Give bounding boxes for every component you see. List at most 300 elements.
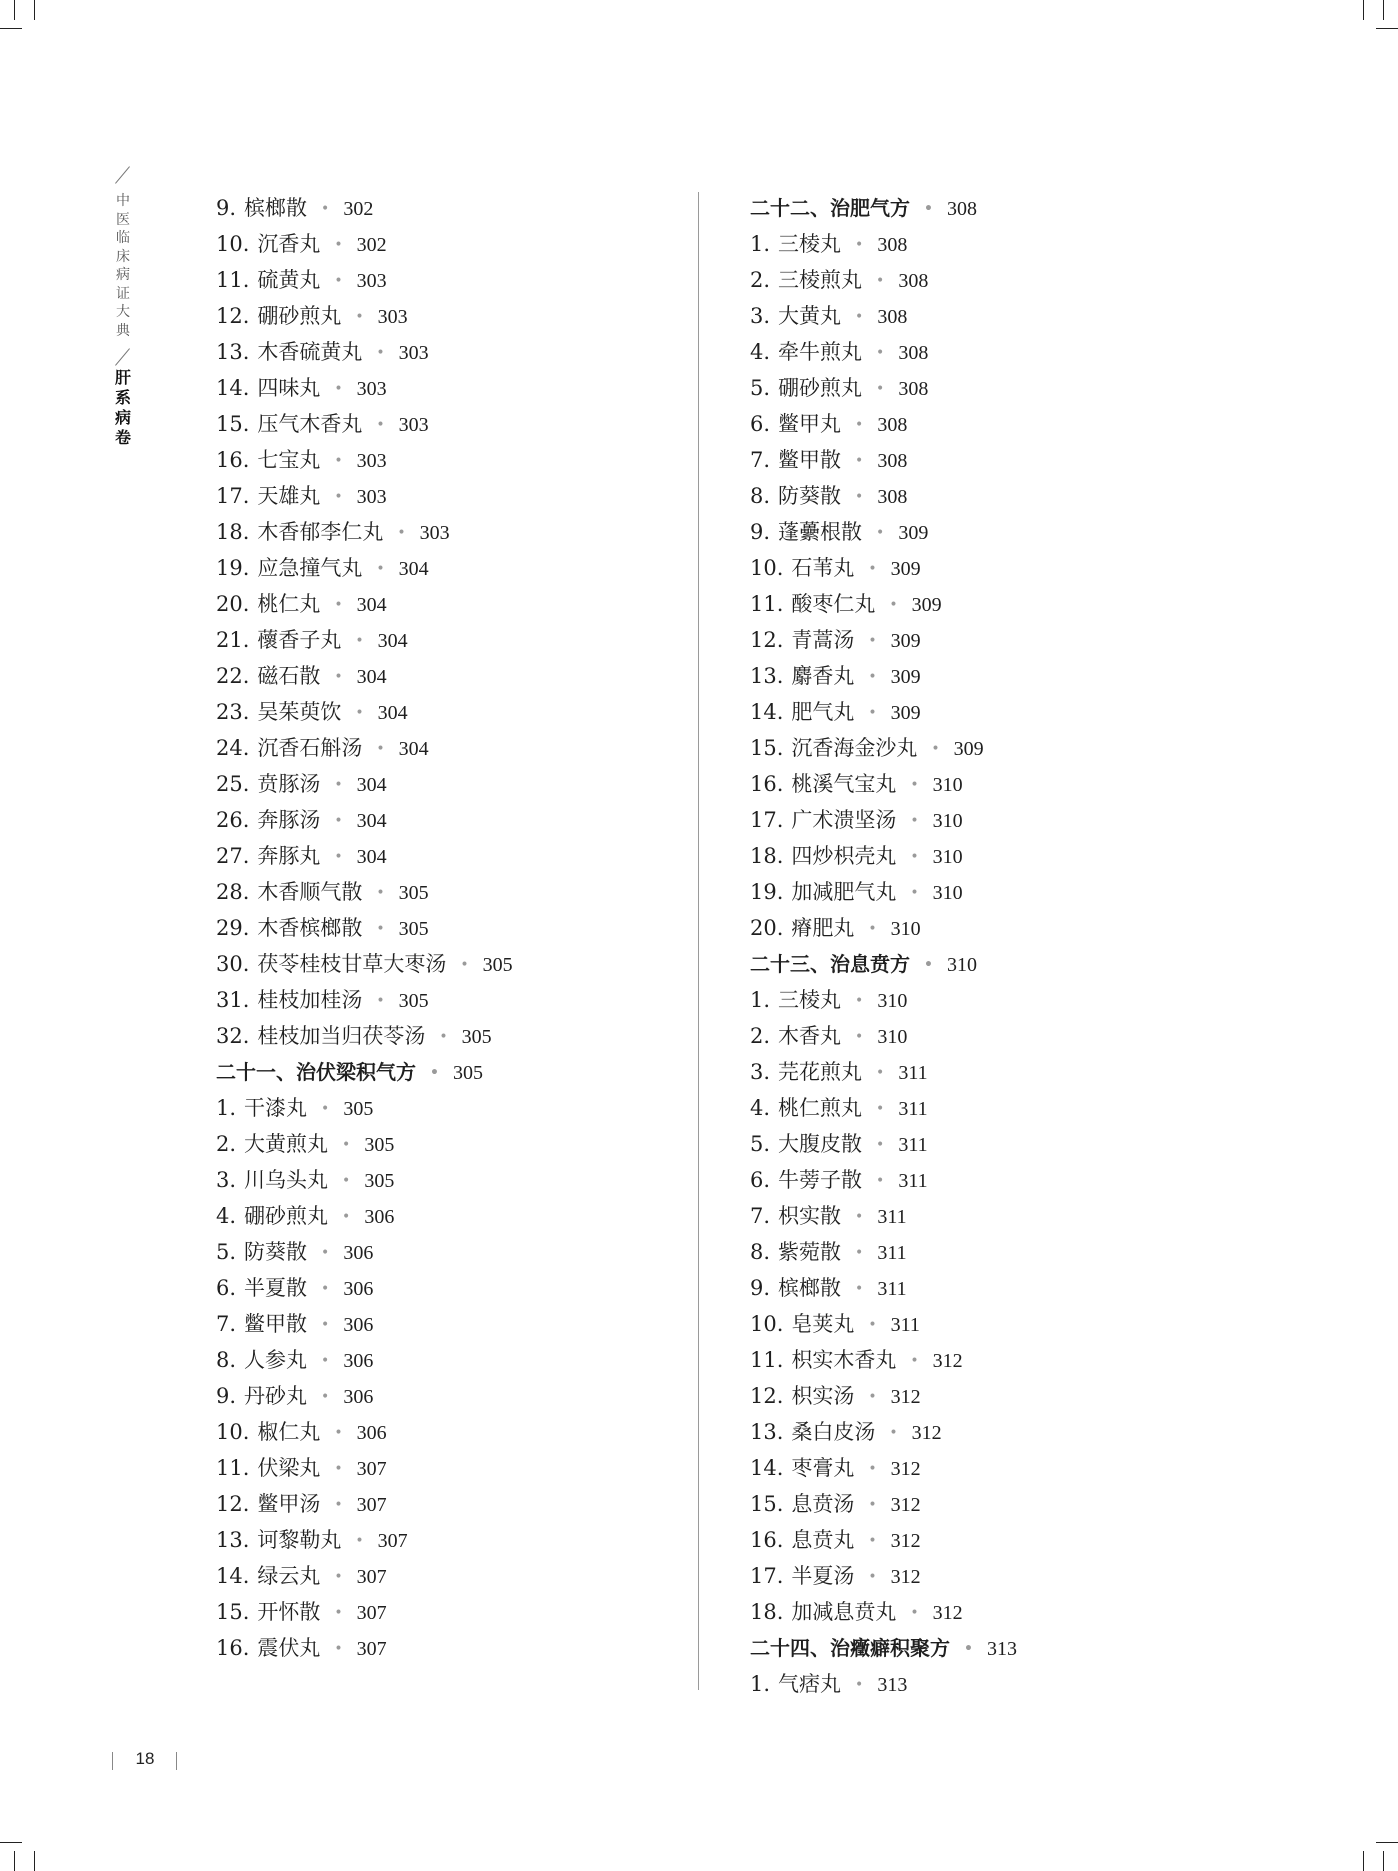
leader-dot: • — [321, 1245, 330, 1261]
formula-name: 牵牛煎丸 — [778, 340, 863, 364]
entry-number: 13. — [750, 664, 784, 688]
page-ref: 310 — [877, 990, 908, 1012]
page-ref: 311 — [898, 1098, 928, 1120]
toc-section-heading — [750, 946, 1017, 982]
page-ref: 305 — [364, 1170, 395, 1192]
formula-name: 茯苓桂枝甘草大枣汤 — [257, 952, 447, 976]
leader-dot: • — [376, 921, 385, 937]
entry-number: 7. — [750, 448, 771, 472]
leader-dot: • — [334, 1497, 343, 1513]
entry-number: 18. — [750, 1600, 784, 1624]
entry-number: 11. — [750, 592, 784, 616]
leader-dot: • — [855, 417, 864, 433]
page-ref: 304 — [377, 630, 408, 652]
leader-dot: • — [868, 1461, 877, 1477]
crop-mark — [1376, 28, 1398, 29]
leader-dot: • — [910, 849, 919, 865]
entry-number: 27. — [216, 844, 250, 868]
section-title: 二十三、治息贲方 — [750, 952, 910, 976]
leader-dot: • — [855, 1677, 864, 1693]
formula-name: 息贲汤 — [791, 1492, 855, 1516]
toc-entry — [750, 298, 1017, 334]
page-ref: 304 — [377, 702, 408, 724]
toc-column-right — [750, 190, 1017, 1702]
page-ref: 312 — [890, 1530, 921, 1552]
entry-number: 9. — [750, 520, 771, 544]
formula-name: 芫花煎丸 — [778, 1060, 863, 1084]
page-ref: 311 — [898, 1134, 928, 1156]
series-title — [112, 192, 134, 340]
leader-dot: • — [855, 309, 864, 325]
leader-dot: • — [334, 597, 343, 613]
page-ref: 305 — [482, 954, 513, 976]
toc-entry — [750, 1270, 1017, 1306]
toc-entry — [216, 190, 513, 226]
formula-name: 磁石散 — [257, 664, 321, 688]
page-number: 18 — [135, 1749, 155, 1768]
page-ref: 307 — [356, 1494, 387, 1516]
entry-number: 19. — [216, 556, 250, 580]
toc-column-left — [216, 190, 513, 1666]
footer-bar — [176, 1752, 177, 1770]
leader-dot: • — [868, 1533, 877, 1549]
page-ref: 306 — [364, 1206, 395, 1228]
formula-name: 桂枝加当归茯苓汤 — [257, 1024, 426, 1048]
formula-name: 加减肥气丸 — [791, 880, 897, 904]
toc-entry — [216, 406, 513, 442]
entry-number: 11. — [216, 1456, 250, 1480]
toc-entry — [216, 442, 513, 478]
formula-name: 广术溃坚汤 — [791, 808, 897, 832]
formula-name: 七宝丸 — [257, 448, 321, 472]
crop-mark — [1383, 1851, 1384, 1871]
leader-dot: • — [334, 813, 343, 829]
entry-number: 3. — [750, 1060, 771, 1084]
formula-name: 鳖甲散 — [244, 1312, 308, 1336]
toc-entry — [750, 1126, 1017, 1162]
entry-number: 2. — [216, 1132, 237, 1156]
page-ref: 308 — [898, 342, 929, 364]
volume-char: 系 — [114, 388, 131, 407]
page-ref: 305 — [398, 882, 429, 904]
page-ref: 311 — [898, 1170, 928, 1192]
entry-number: 4. — [750, 340, 771, 364]
toc-entry — [750, 478, 1017, 514]
entry-number: 22. — [216, 664, 250, 688]
toc-entry — [750, 982, 1017, 1018]
toc-entry — [750, 1594, 1017, 1630]
formula-name: 压气木香丸 — [257, 412, 363, 436]
leader-dot: • — [321, 1317, 330, 1333]
leader-dot: • — [855, 1209, 864, 1225]
page-ref: 307 — [356, 1638, 387, 1660]
page-ref: 304 — [398, 738, 429, 760]
toc-entry — [216, 1378, 513, 1414]
entry-number: 9. — [216, 1384, 237, 1408]
toc-entry — [216, 1018, 513, 1054]
formula-name: 鳖甲散 — [778, 448, 842, 472]
formula-name: 木香硫黄丸 — [257, 340, 363, 364]
page-ref: 309 — [911, 594, 942, 616]
toc-entry — [750, 874, 1017, 910]
crop-mark — [1363, 1851, 1364, 1871]
page-ref: 303 — [356, 378, 387, 400]
toc-entry — [750, 1234, 1017, 1270]
formula-name: 蓬虆根散 — [778, 520, 863, 544]
leader-dot: • — [855, 993, 864, 1009]
page-ref: 308 — [946, 198, 977, 220]
toc-entry — [216, 766, 513, 802]
formula-name: 槟榔散 — [778, 1276, 842, 1300]
entry-number: 2. — [750, 268, 771, 292]
entry-number: 1. — [750, 232, 771, 256]
entry-number: 19. — [750, 880, 784, 904]
leader-dot: • — [334, 453, 343, 469]
toc-entry — [216, 226, 513, 262]
formula-name: 开怀散 — [257, 1600, 321, 1624]
entry-number: 26. — [216, 808, 250, 832]
formula-name: 奔豚汤 — [257, 808, 321, 832]
toc-entry — [750, 334, 1017, 370]
leader-dot: • — [889, 597, 898, 613]
formula-name: 桃仁丸 — [257, 592, 321, 616]
page-ref: 308 — [877, 450, 908, 472]
leader-dot: • — [334, 1461, 343, 1477]
page-ref: 304 — [356, 594, 387, 616]
leader-dot: • — [376, 993, 385, 1009]
entry-number: 5. — [750, 376, 771, 400]
formula-name: 半夏散 — [244, 1276, 308, 1300]
series-char: 病 — [116, 267, 130, 283]
formula-name: 奔豚丸 — [257, 844, 321, 868]
formula-name: 石苇丸 — [791, 556, 855, 580]
entry-number: 13. — [750, 1420, 784, 1444]
toc-entry — [216, 1414, 513, 1450]
entry-number: 5. — [750, 1132, 771, 1156]
sidebar-slash — [115, 166, 130, 183]
toc-entry — [750, 550, 1017, 586]
entry-number: 9. — [750, 1276, 771, 1300]
toc-section-heading — [750, 190, 1017, 226]
page-ref: 303 — [356, 270, 387, 292]
entry-number: 10. — [216, 232, 250, 256]
section-title: 二十一、治伏梁积气方 — [216, 1060, 416, 1084]
toc-entry — [216, 658, 513, 694]
toc-entry — [216, 1522, 513, 1558]
toc-entry — [216, 1342, 513, 1378]
page-ref: 304 — [356, 810, 387, 832]
leader-dot: • — [355, 309, 364, 325]
entry-number: 18. — [216, 520, 250, 544]
formula-name: 硼砂煎丸 — [257, 304, 342, 328]
formula-name: 硼砂煎丸 — [244, 1204, 329, 1228]
formula-name: 半夏汤 — [791, 1564, 855, 1588]
entry-number: 10. — [750, 556, 784, 580]
page-ref: 307 — [356, 1602, 387, 1624]
toc-entry — [216, 262, 513, 298]
formula-name: 鳖甲丸 — [778, 412, 842, 436]
series-char: 证 — [116, 285, 130, 302]
formula-name: 川乌头丸 — [244, 1168, 329, 1192]
crop-mark — [14, 1851, 15, 1871]
formula-name: 沉香海金沙丸 — [791, 736, 918, 760]
entry-number: 9. — [216, 196, 237, 220]
leader-dot: • — [876, 273, 885, 289]
page-ref: 309 — [890, 630, 921, 652]
crop-mark — [0, 28, 22, 29]
leader-dot: • — [876, 381, 885, 397]
page-ref: 310 — [932, 846, 963, 868]
page-ref: 312 — [890, 1566, 921, 1588]
entry-number: 6. — [216, 1276, 237, 1300]
entry-number: 12. — [216, 1492, 250, 1516]
entry-number: 3. — [750, 304, 771, 328]
leader-dot: • — [855, 1029, 864, 1045]
page-ref: 309 — [890, 666, 921, 688]
leader-dot: • — [855, 1281, 864, 1297]
page-ref: 311 — [877, 1242, 907, 1264]
toc-entry — [216, 838, 513, 874]
leader-dot: • — [355, 633, 364, 649]
leader-dot: • — [342, 1173, 351, 1189]
formula-name: 槟榔散 — [244, 196, 308, 220]
leader-dot: • — [334, 273, 343, 289]
formula-name: 天雄丸 — [257, 484, 321, 508]
entry-number: 13. — [216, 1528, 250, 1552]
formula-name: 桃仁煎丸 — [778, 1096, 863, 1120]
leader-dot: • — [321, 1353, 330, 1369]
entry-number: 21. — [216, 628, 250, 652]
formula-name: 皂荚丸 — [791, 1312, 855, 1336]
leader-dot: • — [430, 1065, 439, 1081]
toc-section-heading — [216, 1054, 513, 1090]
entry-number: 16. — [216, 448, 250, 472]
series-char: 典 — [116, 322, 130, 339]
formula-name: 枳实木香丸 — [791, 1348, 897, 1372]
crop-mark — [1376, 1842, 1398, 1843]
crop-mark — [34, 1851, 35, 1871]
page-ref: 304 — [398, 558, 429, 580]
page-ref: 305 — [398, 918, 429, 940]
leader-dot: • — [910, 1353, 919, 1369]
page-ref: 309 — [953, 738, 984, 760]
page-ref: 310 — [932, 810, 963, 832]
volume-char: 病 — [114, 408, 131, 427]
leader-dot: • — [376, 561, 385, 577]
series-char: 临 — [116, 230, 130, 246]
leader-dot: • — [855, 237, 864, 253]
toc-entry — [750, 1090, 1017, 1126]
toc-entry — [216, 514, 513, 550]
page-ref: 303 — [356, 450, 387, 472]
entry-number: 16. — [750, 1528, 784, 1552]
formula-name: 吴茱萸饮 — [257, 700, 342, 724]
leader-dot: • — [334, 489, 343, 505]
entry-number: 29. — [216, 916, 250, 940]
leader-dot: • — [868, 669, 877, 685]
entry-number: 20. — [750, 916, 784, 940]
page-ref: 309 — [890, 702, 921, 724]
volume-title — [112, 368, 134, 448]
formula-name: 防葵散 — [244, 1240, 308, 1264]
entry-number: 7. — [750, 1204, 771, 1228]
formula-name: 桑白皮汤 — [791, 1420, 876, 1444]
page-ref: 313 — [877, 1674, 908, 1696]
formula-name: 诃黎勒丸 — [257, 1528, 342, 1552]
page-ref: 302 — [343, 198, 374, 220]
leader-dot: • — [868, 1389, 877, 1405]
page-ref: 311 — [890, 1314, 920, 1336]
formula-name: 绿云丸 — [257, 1564, 321, 1588]
page-ref: 302 — [356, 234, 387, 256]
leader-dot: • — [376, 741, 385, 757]
formula-name: 瘠肥丸 — [791, 916, 855, 940]
toc-entry — [750, 910, 1017, 946]
entry-number: 17. — [216, 484, 250, 508]
formula-name: 桂枝加桂汤 — [257, 988, 363, 1012]
series-char: 床 — [116, 248, 130, 265]
section-title: 二十二、治肥气方 — [750, 196, 910, 220]
entry-number: 7. — [216, 1312, 237, 1336]
formula-name: 肥气丸 — [791, 700, 855, 724]
toc-entry — [216, 874, 513, 910]
formula-name: 硼砂煎丸 — [778, 376, 863, 400]
page-ref: 305 — [343, 1098, 374, 1120]
formula-name: 枳实汤 — [791, 1384, 855, 1408]
toc-entry — [216, 622, 513, 658]
leader-dot: • — [321, 1281, 330, 1297]
entry-number: 6. — [750, 412, 771, 436]
entry-number: 1. — [216, 1096, 237, 1120]
formula-name: 丹砂丸 — [244, 1384, 308, 1408]
entry-number: 16. — [750, 772, 784, 796]
formula-name: 震伏丸 — [257, 1636, 321, 1660]
page-ref: 305 — [364, 1134, 395, 1156]
page-ref: 303 — [377, 306, 408, 328]
entry-number: 10. — [216, 1420, 250, 1444]
toc-entry — [216, 1126, 513, 1162]
page-ref: 310 — [890, 918, 921, 940]
formula-name: 气痞丸 — [778, 1672, 842, 1696]
leader-dot: • — [924, 957, 933, 973]
page-ref: 306 — [343, 1314, 374, 1336]
formula-name: 枳实散 — [778, 1204, 842, 1228]
leader-dot: • — [868, 1569, 877, 1585]
leader-dot: • — [321, 1389, 330, 1405]
formula-name: 大黄丸 — [778, 304, 842, 328]
entry-number: 17. — [750, 1564, 784, 1588]
page-ref: 312 — [932, 1602, 963, 1624]
leader-dot: • — [910, 1605, 919, 1621]
formula-name: 桃溪气宝丸 — [791, 772, 897, 796]
leader-dot: • — [355, 1533, 364, 1549]
leader-dot: • — [868, 1497, 877, 1513]
entry-number: 30. — [216, 952, 250, 976]
page-ref: 306 — [343, 1278, 374, 1300]
entry-number: 18. — [750, 844, 784, 868]
toc-entry — [216, 802, 513, 838]
entry-number: 4. — [216, 1204, 237, 1228]
volume-char: 卷 — [114, 428, 131, 447]
page-ref: 310 — [877, 1026, 908, 1048]
page-ref: 305 — [398, 990, 429, 1012]
entry-number: 5. — [216, 1240, 237, 1264]
entry-number: 8. — [750, 1240, 771, 1264]
toc-entry — [750, 1558, 1017, 1594]
crop-mark — [34, 0, 35, 20]
entry-number: 12. — [216, 304, 250, 328]
page-ref: 311 — [877, 1206, 907, 1228]
entry-number: 11. — [750, 1348, 784, 1372]
leader-dot: • — [321, 201, 330, 217]
formula-name: 椒仁丸 — [257, 1420, 321, 1444]
formula-name: 应急撞气丸 — [257, 556, 363, 580]
leader-dot: • — [910, 777, 919, 793]
entry-number: 4. — [750, 1096, 771, 1120]
formula-name: 沉香石斛汤 — [257, 736, 363, 760]
entry-number: 8. — [216, 1348, 237, 1372]
toc-entry — [216, 910, 513, 946]
toc-entry — [750, 766, 1017, 802]
toc-entry — [750, 658, 1017, 694]
leader-dot: • — [334, 381, 343, 397]
leader-dot: • — [334, 1641, 343, 1657]
formula-name: 四炒枳壳丸 — [791, 844, 897, 868]
leader-dot: • — [910, 885, 919, 901]
entry-number: 6. — [750, 1168, 771, 1192]
leader-dot: • — [321, 1101, 330, 1117]
toc-entry — [216, 982, 513, 1018]
series-char: 中 — [116, 193, 130, 209]
formula-name: 麝香丸 — [791, 664, 855, 688]
leader-dot: • — [439, 1029, 448, 1045]
leader-dot: • — [868, 921, 877, 937]
page-ref: 308 — [898, 270, 929, 292]
entry-number: 3. — [216, 1168, 237, 1192]
page-ref: 305 — [461, 1026, 492, 1048]
leader-dot: • — [376, 345, 385, 361]
entry-number: 32. — [216, 1024, 250, 1048]
page-ref: 312 — [890, 1458, 921, 1480]
toc-entry — [750, 802, 1017, 838]
entry-number: 14. — [750, 700, 784, 724]
formula-name: 四味丸 — [257, 376, 321, 400]
leader-dot: • — [964, 1641, 973, 1657]
entry-number: 25. — [216, 772, 250, 796]
entry-number: 2. — [750, 1024, 771, 1048]
leader-dot: • — [342, 1137, 351, 1153]
crop-mark — [0, 1842, 22, 1843]
entry-number: 23. — [216, 700, 250, 724]
toc-entry — [750, 1162, 1017, 1198]
entry-number: 12. — [750, 628, 784, 652]
entry-number: 15. — [216, 412, 250, 436]
leader-dot: • — [334, 777, 343, 793]
leader-dot: • — [342, 1209, 351, 1225]
leader-dot: • — [355, 705, 364, 721]
toc-section-heading — [750, 1630, 1017, 1666]
entry-number: 28. — [216, 880, 250, 904]
page-ref: 303 — [398, 342, 429, 364]
toc-entry — [750, 1378, 1017, 1414]
leader-dot: • — [924, 201, 933, 217]
entry-number: 10. — [750, 1312, 784, 1336]
series-char: 医 — [116, 211, 130, 228]
page-ref: 312 — [890, 1386, 921, 1408]
formula-name: 三棱煎丸 — [778, 268, 863, 292]
leader-dot: • — [855, 453, 864, 469]
page-ref: 304 — [356, 774, 387, 796]
